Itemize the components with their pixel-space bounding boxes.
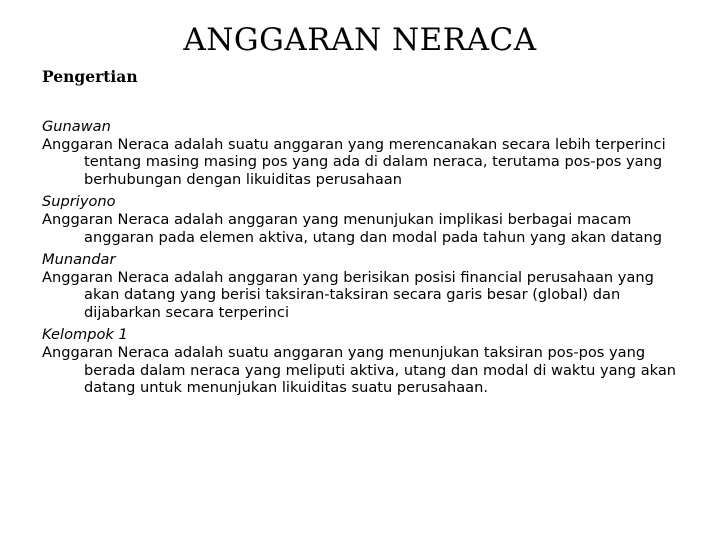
definition-text: Anggaran Neraca adalah anggaran yang berisikan posisi financial perusahaan yang akan datang yang berisi taksiran-taksiran secara garis besar (global) dan dijabarkan secara terperinci bbox=[42, 268, 654, 322]
definition-text: Anggaran Neraca adalah anggaran yang menunjukan implikasi berbagai macam anggaran pada elemen aktiva, utang dan modal pada tahun yang akan datang bbox=[42, 211, 663, 246]
author-name: Munandar bbox=[42, 250, 116, 268]
slide-title: ANGGARAN NERACA bbox=[183, 22, 537, 58]
definition-entry-munandar bbox=[42, 251, 692, 322]
definition-text: Anggaran Neraca adalah suatu anggaran yang merencanakan secara lebih terperinci tentang masing masing pos yang ada di dalam neraca, terutama pos-pos yang berhubungan dengan likuiditas perusahaan bbox=[42, 135, 666, 189]
definition-entry-supriyono bbox=[42, 193, 692, 246]
definition-entry-gunawan bbox=[42, 118, 692, 189]
definition-text: Anggaran Neraca adalah suatu anggaran yang menunjukan taksiran pos-pos yang berada dalam neraca yang meliputi aktiva, utang dan modal di waktu yang akan datang untuk menunjukan likuiditas suatu perusahaan. bbox=[42, 343, 677, 397]
author-name: Kelompok 1 bbox=[42, 326, 128, 344]
definitions-list bbox=[42, 118, 692, 402]
slide-subtitle: Pengertian bbox=[42, 67, 138, 86]
definition-entry-kelompok-1 bbox=[42, 326, 692, 397]
author-name: Gunawan bbox=[42, 118, 111, 135]
author-name: Supriyono bbox=[42, 193, 116, 211]
